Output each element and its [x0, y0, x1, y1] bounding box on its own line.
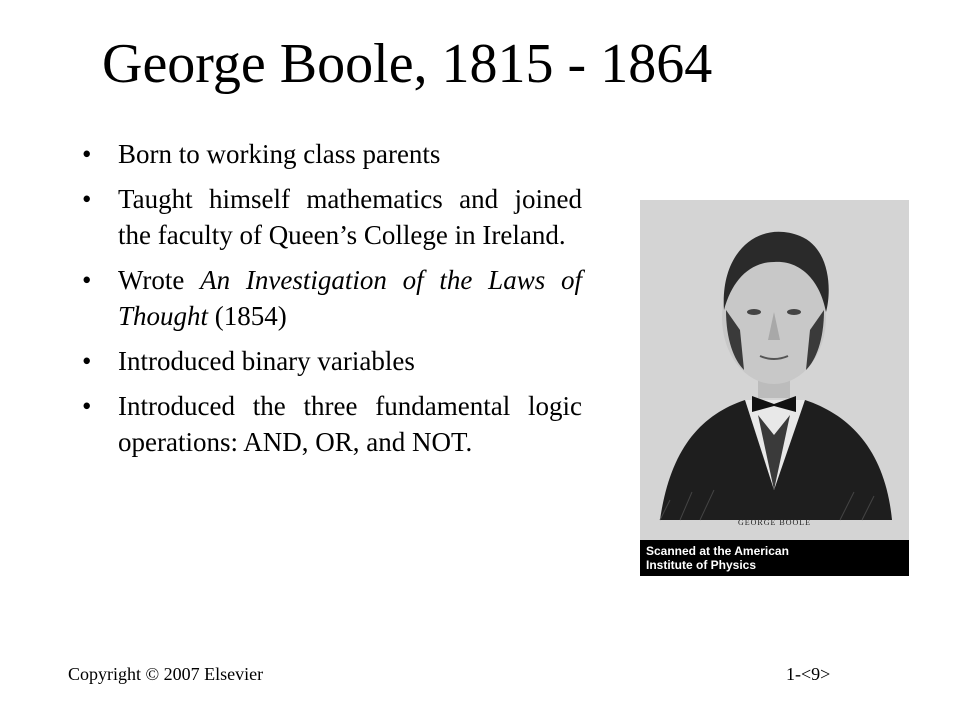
bullet-dot: • [82, 139, 92, 169]
image-credit [640, 540, 909, 576]
footer-page-number: 1-<9> [786, 664, 831, 684]
bullet-dot: • [82, 184, 92, 214]
bullet-text: Wrote [118, 265, 201, 295]
bullet-item [82, 136, 582, 172]
image-credit-line-2: Institute of Physics [646, 558, 757, 572]
bullet-dot: • [82, 391, 92, 421]
bullet-item [82, 343, 582, 379]
bullet-item [82, 388, 582, 460]
bullet-italic-text: An Investigation of the Laws of Thought [118, 265, 582, 331]
bullet-text: Introduced the three fundamental logic operations: AND, OR, and NOT. [118, 391, 582, 457]
bullet-text: (1854) [208, 301, 287, 331]
footer-copyright: Copyright © 2007 Elsevier [68, 664, 264, 684]
bullet-list [82, 136, 582, 469]
image-credit-line-1: Scanned at the American [646, 544, 789, 558]
bullet-item [82, 181, 582, 253]
bullet-text: Born to working class parents [118, 139, 441, 169]
bullet-dot: • [82, 265, 92, 295]
slide-title: George Boole, 1815 - 1864 [102, 33, 713, 95]
bullet-item [82, 262, 582, 334]
bullet-text: Introduced binary variables [118, 346, 415, 376]
portrait-name-caption: GEORGE BOOLE [737, 518, 812, 527]
portrait-image [640, 200, 909, 576]
bullet-text: Taught himself mathematics and joined the faculty of Queen’s College in Ireland. [118, 184, 582, 250]
bullet-dot: • [82, 346, 92, 376]
